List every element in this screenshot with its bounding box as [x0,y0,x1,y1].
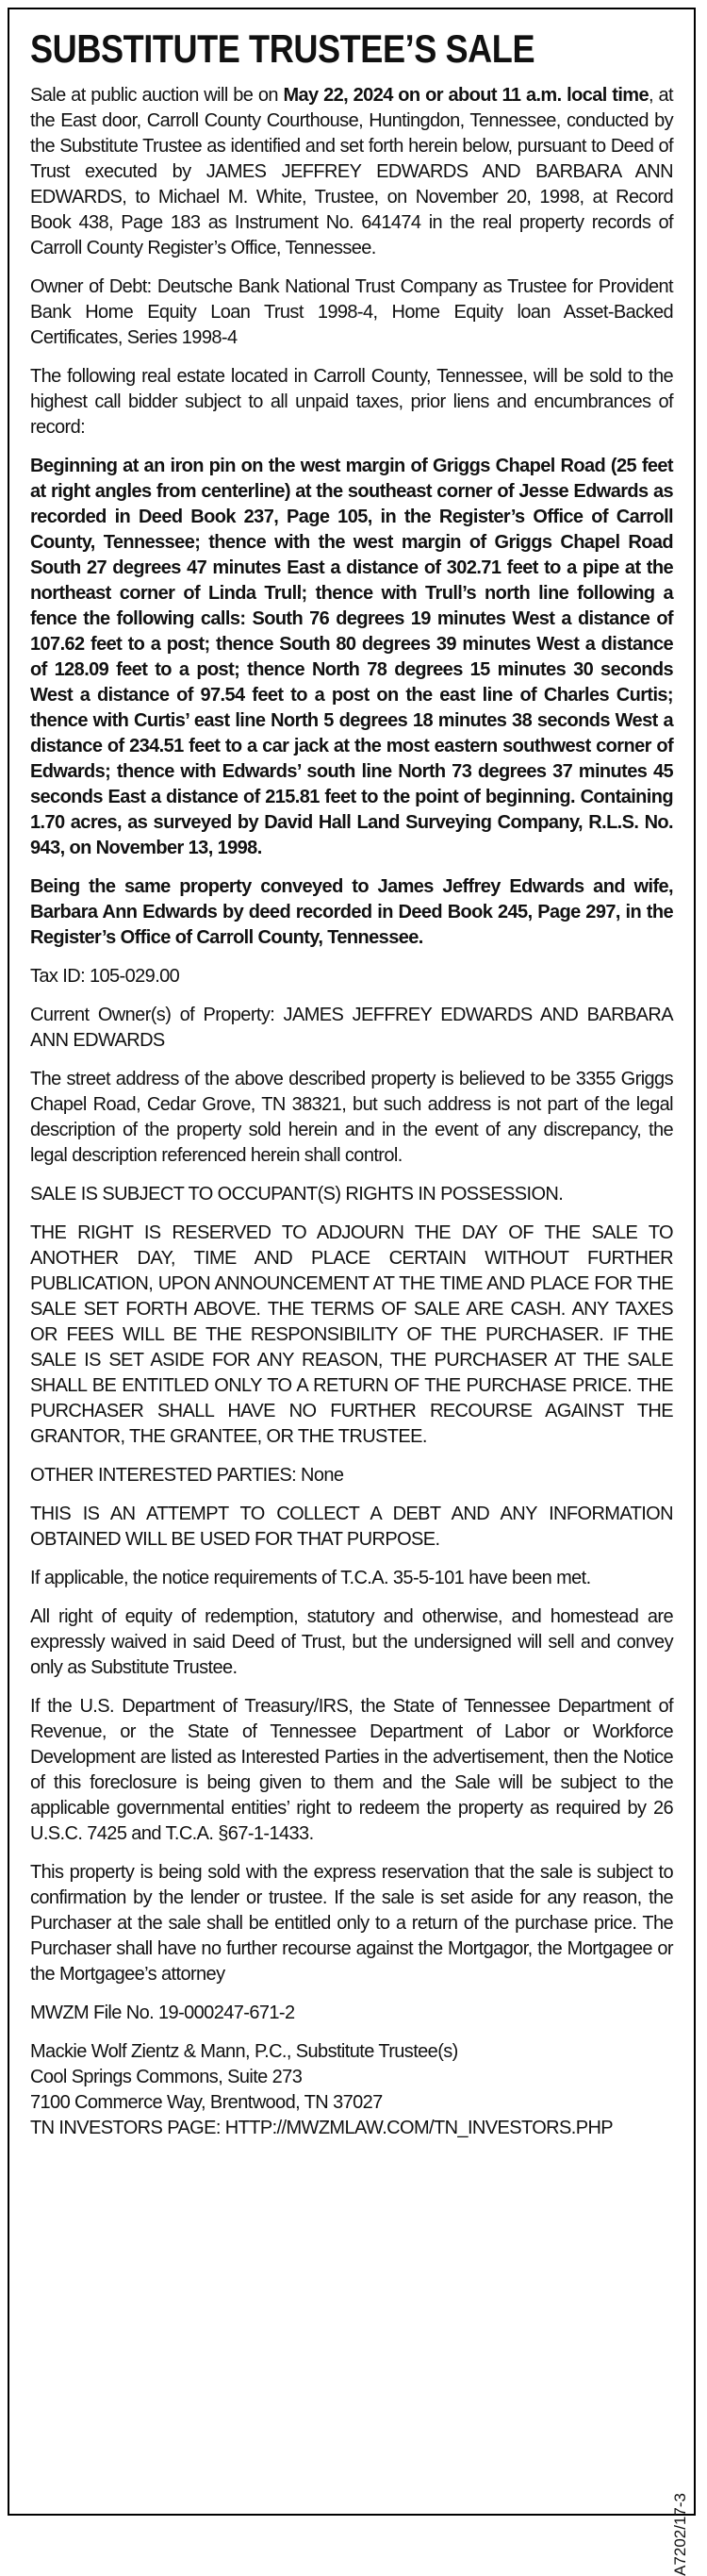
reservation: This property is being sold with the express reservation that the sale is subject to confirmation by the lender or trustee. If the sale is set aside for any reason, the Purchaser at the sale shall be entitled only to a return of the purchase price. The Purchaser shall have no further recourse against the Mortgagor, the Mortgagee or the Mortgagee’s attorney [30,1862,673,1985]
current-owners: Current Owner(s) of Property: JAMES JEFFREY EDWARDS AND BARBARA ANN EDWARDS [30,1005,673,1051]
equity-waiver: All right of equity of redemption, statutory and otherwise, and homestead are expressly waived in said Deed of Trust, but the undersigned will sell and convey only as Substitute Trustee. [30,1606,673,1678]
file-number: MWZM File No. 19-000247-671-2 [30,2003,295,2023]
government-notice: If the U.S. Department of Treasury/IRS, the State of Tennessee Department of Revenue, or the State of Tennessee Department of Labor or Workforce Development are listed as Interested Parties in the advertisement, then the Notice of this foreclosure is being given to them and the Sale will be subject to the applicable governmental entities’ right to redeem the property as required by 26 U.S.C. 7425 and T.C.A. §67-1-1433. [30,1696,673,1844]
sale-date-time: May 22, 2024 on or about 11 a.m. local time [283,85,649,106]
ad-code: A7202/17-3 [671,2493,689,2576]
tca-notice: If applicable, the notice requirements of T.C.A. 35-5-101 have been met. [30,1568,591,1588]
debt-collection-notice: THIS IS AN ATTEMPT TO COLLECT A DEBT AND ANY INFORMATION OBTAINED WILL BE USED FOR THAT PURPOSE. [30,1504,673,1550]
intro-text-a: Sale at public auction will be on [30,85,284,106]
contact-firm: Mackie Wolf Zientz & Mann, P.C., Substitute Trustee(s) [30,2041,458,2062]
tax-id: Tax ID: 105-029.00 [30,966,180,987]
sale-intro [30,83,673,261]
other-parties: OTHER INTERESTED PARTIES: None [30,1465,344,1486]
right-reserved: THE RIGHT IS RESERVED TO ADJOURN THE DAY OF THE SALE TO ANOTHER DAY, TIME AND PLACE CERTAIN WITHOUT FURTHER PUBLICATION, UPON ANNOUNCEMENT AT THE TIME AND PLACE FOR THE SALE SET FORTH ABOVE. THE TERMS OF SALE ARE CASH. ANY TAXES OR FEES WILL BE THE RESPONSIBILITY OF THE PURCHASER. IF THE SALE IS SET ASIDE FOR ANY REASON, THE PURCHASER AT THE SALE SHALL BE ENTITLED ONLY TO A RETURN OF THE PURCHASE PRICE. THE PURCHASER SHALL HAVE NO FURTHER RECOURSE AGAINST THE GRANTOR, THE GRANTEE, OR THE TRUSTEE. [30,1222,673,1447]
intro-text-b: , at the East door, Carroll County Courthouse, Huntingdon, Tennessee, conducted by the Substitute Trustee as identified and set forth herein below, pursuant to Deed of Trust executed by JAMES JEFFREY EDWARDS AND BARBARA ANN EDWARDS, to Michael M. White, Trustee, on November 20, 1998, at Record Book 438, Page 183 as Instrument No. 641474 in the real property records of Carroll County Register’s Office, Tennessee. [30,85,673,258]
investors-page-link[interactable]: TN INVESTORS PAGE: HTTP://MWZMLAW.COM/TN_INVESTORS.PHP [30,2118,614,2138]
same-property: Being the same property conveyed to James Jeffrey Edwards and wife, Barbara Ann Edwards by deed recorded in Deed Book 245, Page 297, in the Register’s Office of Carroll County, Tennessee. [30,876,673,948]
trustee-contact [30,2039,673,2141]
legal-description: Beginning at an iron pin on the west margin of Griggs Chapel Road (25 feet at right angles from centerline) at the southeast corner of Jesse Edwards as recorded in Deed Book 237, Page 105, in the Register’s Office of Carroll County, Tennessee; thence with the west margin of Griggs Chapel Road South 27 degrees 47 minutes East a distance of 302.71 feet to a pipe at the northeast corner of Linda Trull; thence with Trull’s north line following a fence the following calls: South 76 degrees 19 minutes West a distance of 107.62 feet to a post; thence South 80 degrees 39 minutes West a distance of 128.09 feet to a post; thence North 78 degrees 15 minutes 30 seconds West a distance of 97.54 feet to a post on the east line of Charles Curtis; thence with Curtis’ east line North 5 degrees 18 minutes 38 seconds West a distance of 234.51 feet to a car jack at the most eastern southwest corner of Edwards; thence with Edwards’ south line North 73 degrees 37 minutes 45 seconds East a distance of 215.81 feet to the point of beginning. Containing 1.70 acres, as surveyed by David Hall Land Surveying Company, R.L.S. No. 943, on November 13, 1998. [30,456,673,858]
real-estate-intro: The following real estate located in Carroll County, Tennessee, will be sold to the highest call bidder subject to all unpaid taxes, prior liens and encumbrances of record: [30,366,673,438]
street-address: The street address of the above described property is believed to be 3355 Griggs Chapel Road, Cedar Grove, TN 38321, but such address is not part of the legal description of the property sold herein and in the event of any discrepancy, the legal description referenced herein shall control. [30,1069,673,1166]
owner-of-debt: Owner of Debt: Deutsche Bank National Trust Company as Trustee for Provident Bank Home Equity Loan Trust 1998-4, Home Equity loan Asset-Backed Certificates, Series 1998-4 [30,276,673,348]
page-title: SUBSTITUTE TRUSTEE’S SALE [30,26,535,71]
occupant-rights: SALE IS SUBJECT TO OCCUPANT(S) RIGHTS IN POSSESSION. [30,1184,564,1205]
legal-notice [8,8,696,2576]
contact-suite: Cool Springs Commons, Suite 273 [30,2067,303,2087]
contact-address: 7100 Commerce Way, Brentwood, TN 37027 [30,2092,383,2113]
